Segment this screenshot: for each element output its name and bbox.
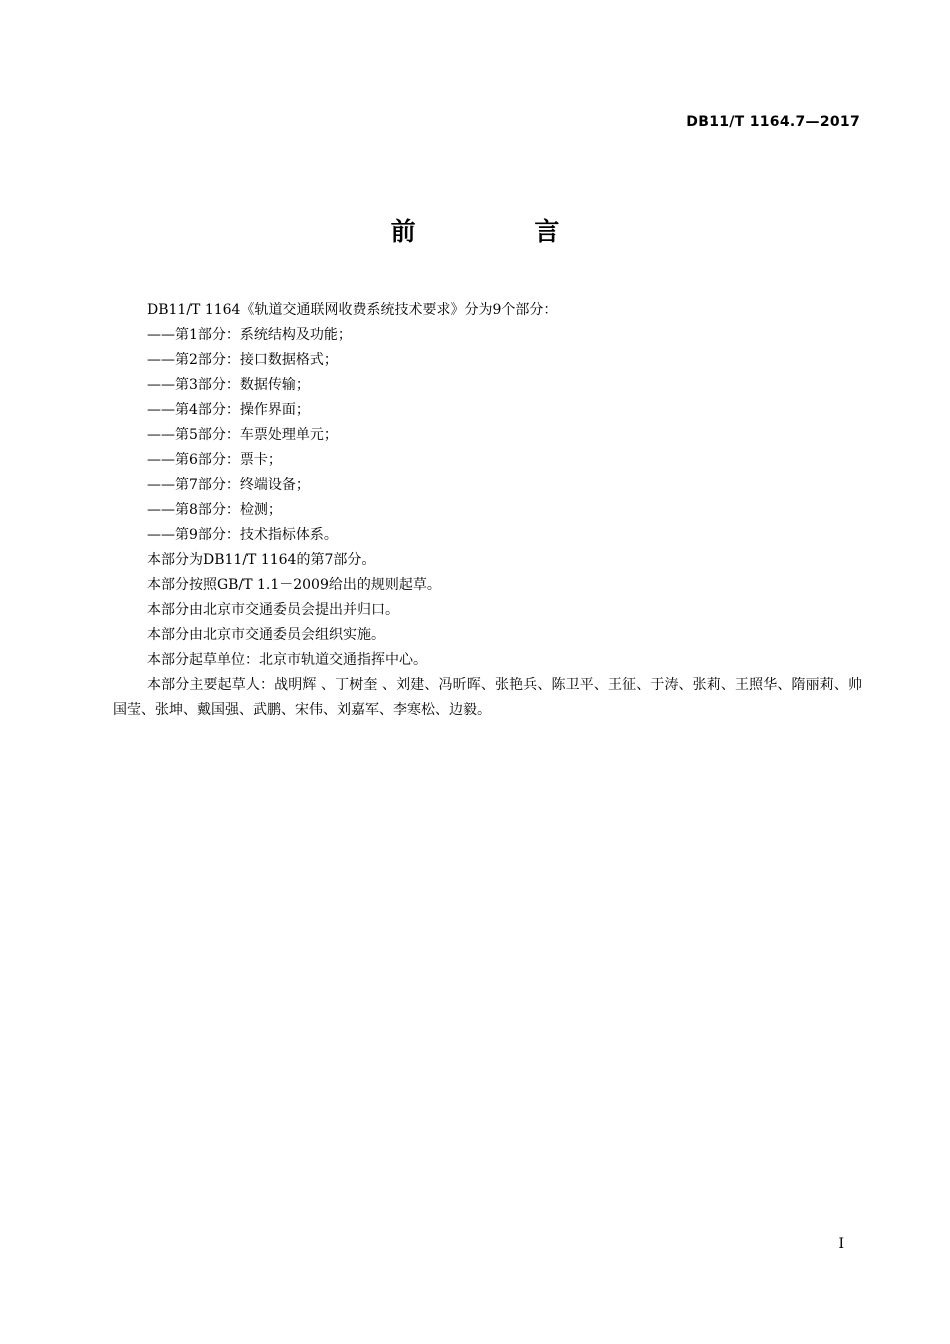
part-list-item-4: ——第4部分：操作界面；	[147, 402, 310, 418]
foreword-body	[113, 298, 862, 723]
page-title: 前 言	[390, 217, 615, 246]
page-number: I	[838, 1236, 844, 1252]
drafters-statement: 本部分主要起草人：战明辉 、丁树奎 、刘建、冯昕晖、张艳兵、陈卫平、王征、于涛、张莉、王照华、隋丽莉、帅国莹、张坤、戴国强、武鹏、宋伟、刘嘉军、李寒松、边毅。	[113, 677, 862, 718]
part-list-item-3: ——第3部分：数据传输；	[147, 377, 310, 393]
part-list-item-8: ——第8部分：检测；	[147, 502, 282, 518]
drafting-unit-statement: 本部分起草单位：北京市轨道交通指挥中心。	[147, 652, 427, 668]
standard-code: DB11/T 1164.7—2017	[686, 114, 860, 130]
part-list-item-7: ——第7部分：终端设备；	[147, 477, 310, 493]
implementer-statement: 本部分由北京市交通委员会组织实施。	[147, 627, 385, 643]
proposer-statement: 本部分由北京市交通委员会提出并归口。	[147, 602, 399, 618]
part-list-item-5: ——第5部分：车票处理单元；	[147, 427, 338, 443]
intro-paragraph: DB11/T 1164《轨道交通联网收费系统技术要求》分为9个部分：	[147, 302, 558, 318]
part-list-item-6: ——第6部分：票卡；	[147, 452, 282, 468]
part-list-item-1: ——第1部分：系统结构及功能；	[147, 327, 352, 343]
drafting-rules-statement: 本部分按照GB/T 1.1－2009给出的规则起草。	[147, 577, 441, 593]
part-list-item-9: ——第9部分：技术指标体系。	[147, 527, 338, 543]
part-list-item-2: ——第2部分：接口数据格式；	[147, 352, 338, 368]
part-statement: 本部分为DB11/T 1164的第7部分。	[147, 552, 376, 568]
